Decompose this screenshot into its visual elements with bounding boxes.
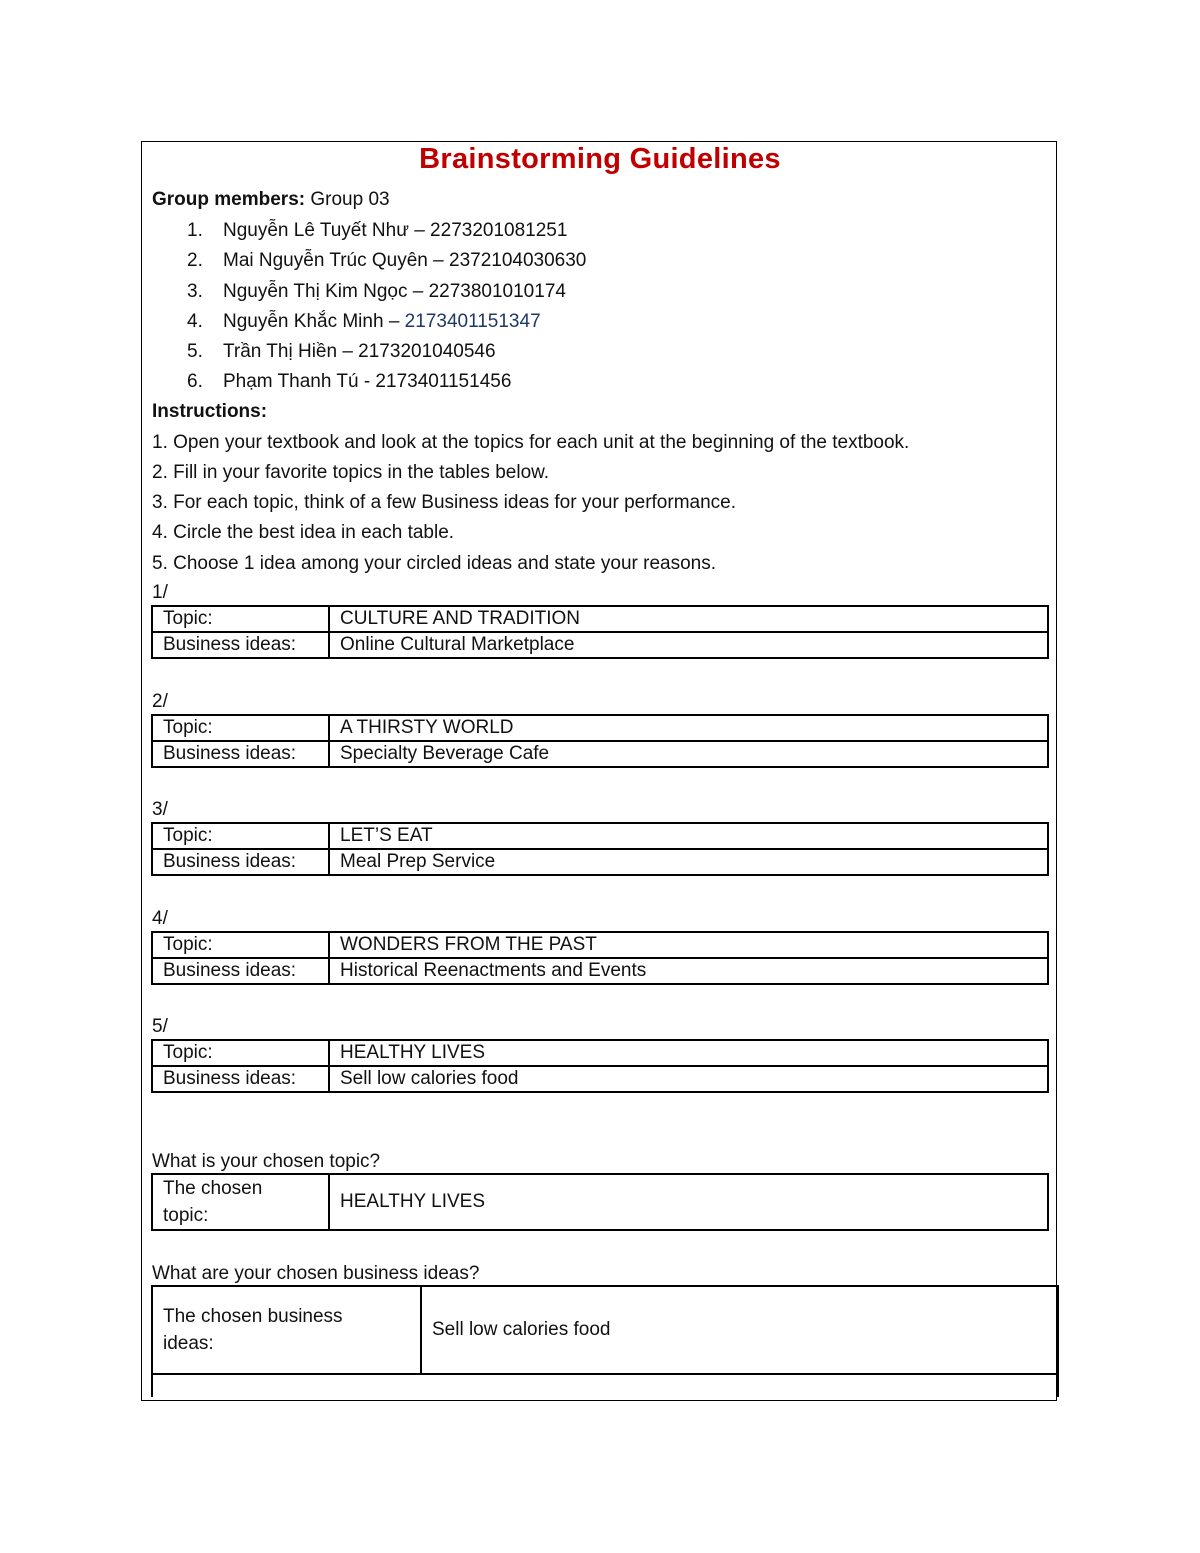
ideas-value: Meal Prep Service: [329, 849, 1048, 875]
topic-value: CULTURE AND TRADITION: [329, 606, 1048, 632]
chosen-topic-question: What is your chosen topic?: [152, 1151, 381, 1172]
topic-table-4: [151, 931, 1049, 985]
page-title: Brainstorming Guidelines: [419, 143, 781, 175]
table-row: [152, 606, 1048, 632]
member-number: 1.: [187, 220, 203, 241]
topic-value: A THIRSTY WORLD: [329, 715, 1048, 741]
member-item: Phạm Thanh Tú - 2173401151456: [223, 371, 512, 392]
table-row: [152, 741, 1048, 767]
ideas-value: Specialty Beverage Cafe: [329, 741, 1048, 767]
topic-label: Topic:: [152, 606, 329, 632]
table-row: [152, 1286, 1058, 1374]
ideas-label: Business ideas:: [152, 849, 329, 875]
member-number: 2.: [187, 250, 203, 271]
chosen-ideas-table: [151, 1285, 1059, 1397]
chosen-topic-label: [152, 1174, 329, 1230]
member-number: 5.: [187, 341, 203, 362]
topic-value: HEALTHY LIVES: [329, 1040, 1048, 1066]
table-row: [152, 1066, 1048, 1092]
ideas-value: Sell low calories food: [329, 1066, 1048, 1092]
topic-value: LET’S EAT: [329, 823, 1048, 849]
ideas-label: Business ideas:: [152, 632, 329, 658]
member-number: 4.: [187, 311, 203, 332]
member-id: 2173401151347: [404, 311, 541, 332]
ideas-value: Online Cultural Marketplace: [329, 632, 1048, 658]
topic-label: Topic:: [152, 823, 329, 849]
chosen-topic-value: HEALTHY LIVES: [329, 1174, 1048, 1230]
topic-table-5: [151, 1039, 1049, 1093]
topic-label: Topic:: [152, 715, 329, 741]
topic-table-3: [151, 822, 1049, 876]
topic-label: Topic:: [152, 932, 329, 958]
empty-cell: [152, 1374, 1058, 1397]
group-members-line: [152, 189, 390, 211]
topic-value: WONDERS FROM THE PAST: [329, 932, 1048, 958]
member-item: Mai Nguyễn Trúc Quyên – 2372104030630: [223, 250, 587, 271]
member-item: Trần Thị Hiền – 2173201040546: [223, 341, 496, 362]
topic-table-2: [151, 714, 1049, 768]
table-row: [152, 715, 1048, 741]
instruction-item: 4. Circle the best idea in each table.: [152, 522, 455, 543]
member-item: Nguyễn Lê Tuyết Như – 2273201081251: [223, 220, 568, 241]
table-number: 3/: [152, 799, 168, 820]
table-number: 2/: [152, 691, 168, 712]
group-members-value: Group 03: [310, 189, 390, 210]
chosen-ideas-label-text: The chosen business ideas:: [163, 1306, 343, 1354]
member-number: 6.: [187, 371, 203, 392]
table-row: [152, 1374, 1058, 1397]
table-row: [152, 1040, 1048, 1066]
member-number: 3.: [187, 281, 203, 302]
ideas-label: Business ideas:: [152, 741, 329, 767]
instructions-label: Instructions:: [152, 401, 268, 422]
topic-table-1: [151, 605, 1049, 659]
instruction-item: 1. Open your textbook and look at the topics for each unit at the beginning of the textbook.: [152, 432, 910, 453]
member-item: Nguyễn Thị Kim Ngọc – 2273801010174: [223, 281, 566, 302]
instruction-item: 3. For each topic, think of a few Business ideas for your performance.: [152, 492, 737, 513]
table-number: 1/: [152, 582, 168, 603]
chosen-topic-label-text: The chosen topic:: [163, 1178, 263, 1226]
table-number: 4/: [152, 908, 168, 929]
instruction-item: 5. Choose 1 idea among your circled ideas and state your reasons.: [152, 553, 716, 574]
chosen-topic-table: [151, 1173, 1049, 1231]
table-row: [152, 849, 1048, 875]
ideas-label: Business ideas:: [152, 1066, 329, 1092]
table-row: [152, 823, 1048, 849]
ideas-label: Business ideas:: [152, 958, 329, 984]
ideas-value: Historical Reenactments and Events: [329, 958, 1048, 984]
table-row: [152, 632, 1048, 658]
table-number: 5/: [152, 1016, 168, 1037]
member-name: Nguyễn Khắc Minh –: [223, 311, 405, 332]
chosen-ideas-label: [152, 1286, 421, 1374]
table-row: [152, 1174, 1048, 1230]
instruction-item: 2. Fill in your favorite topics in the tables below.: [152, 462, 550, 483]
table-row: [152, 932, 1048, 958]
chosen-ideas-question: What are your chosen business ideas?: [152, 1263, 480, 1284]
member-item: [223, 311, 541, 333]
group-members-label: Group members:: [152, 189, 306, 210]
chosen-ideas-value: Sell low calories food: [421, 1286, 1058, 1374]
topic-label: Topic:: [152, 1040, 329, 1066]
table-row: [152, 958, 1048, 984]
